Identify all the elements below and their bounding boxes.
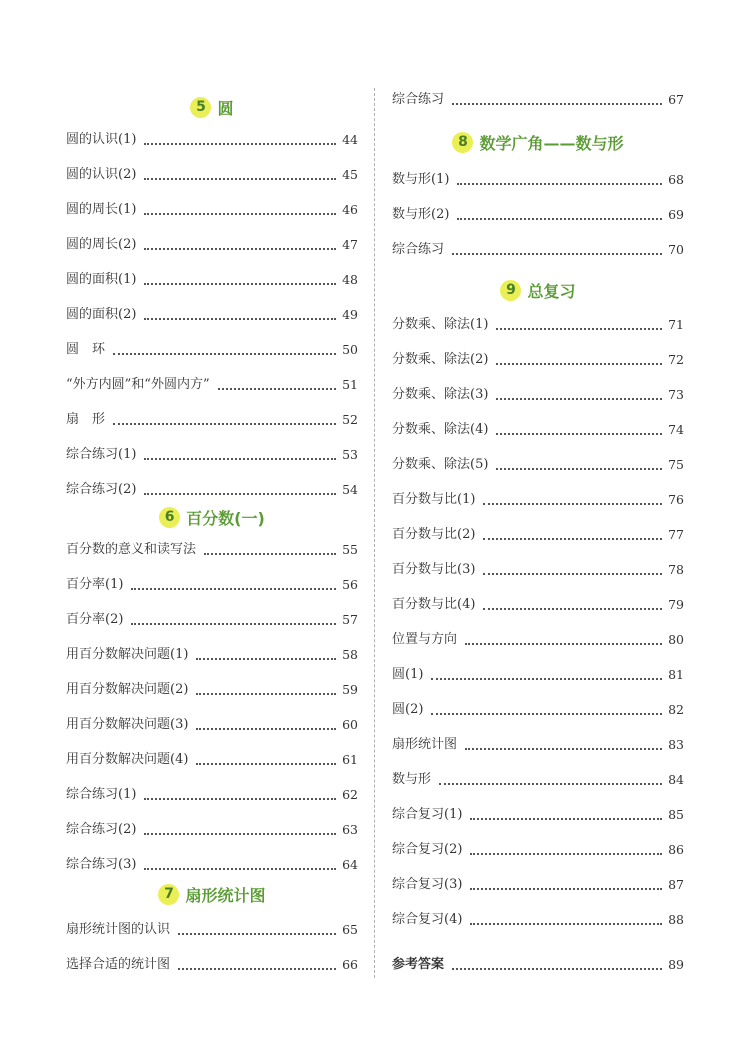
toc-entry-label: 百分数与比(1) [392,492,476,507]
toc-entry-label: 分数乘、除法(3) [392,387,489,402]
toc-page-number: 48 [342,272,358,287]
toc-entry-label: 百分数与比(4) [392,597,476,612]
dot-leader [144,283,336,285]
toc-page-number: 77 [668,527,684,542]
toc-page-number: 78 [668,562,684,577]
toc-entry-label: 百分数的意义和读写法 [66,542,197,557]
toc-entry-label: 圆(1) [392,667,424,682]
toc-entry[interactable] [392,805,684,825]
toc-page-number: 70 [668,242,684,257]
toc-entry-label: 综合练习(2) [66,822,137,837]
dot-leader [465,748,662,750]
dot-leader [483,538,662,540]
toc-entry[interactable] [392,910,684,930]
toc-page-number: 79 [668,597,684,612]
dot-leader [196,693,336,695]
toc-entry[interactable] [392,170,684,190]
toc-entry-label: 综合复习(1) [392,807,463,822]
toc-entry[interactable] [392,630,684,650]
toc-entry-label: “外方内圆”和“外圆内方” [66,377,210,392]
toc-entry[interactable] [66,480,358,500]
toc-entry-label: 分数乘、除法(5) [392,457,489,472]
dot-leader [470,818,662,820]
toc-entry-label: 百分数与比(3) [392,562,476,577]
toc-entry[interactable] [66,750,358,770]
toc-entry-label: 扇形统计图的认识 [66,922,171,937]
toc-entry[interactable] [66,575,358,595]
dot-leader [144,833,336,835]
toc-entry-label: 综合练习 [392,242,445,257]
toc-entry[interactable] [392,875,684,895]
dot-leader [218,388,337,390]
toc-entry-label: 数与形 [392,772,432,787]
toc-entry-label: 位置与方向 [392,632,458,647]
dot-leader [483,503,662,505]
toc-page-number: 55 [342,542,358,557]
toc-entry-label: 综合复习(2) [392,842,463,857]
toc-page-number: 57 [342,612,358,627]
toc-entry[interactable] [66,680,358,700]
dot-leader [483,573,662,575]
dot-leader [470,923,662,925]
toc-page-number: 56 [342,577,358,592]
toc-entry-label: 数与形(1) [392,172,450,187]
dot-leader [144,868,336,870]
toc-page-number: 44 [342,132,358,147]
toc-entry[interactable] [66,955,358,975]
toc-entry-label: 分数乘、除法(4) [392,422,489,437]
toc-page-number: 81 [668,667,684,682]
toc-entry[interactable] [66,270,358,290]
toc-entry[interactable] [66,645,358,665]
toc-page-number: 65 [342,922,358,937]
toc-entry-label: 综合复习(3) [392,877,463,892]
dot-leader [204,553,336,555]
dot-leader [144,178,336,180]
section-title: 总复习 [527,281,576,301]
toc-entry-label: 用百分数解决问题(1) [66,647,189,662]
section-number-badge: 7 [158,884,179,905]
toc-page-number: 63 [342,822,358,837]
toc-entry[interactable] [392,420,684,440]
section-title: 扇形统计图 [185,885,266,905]
dot-leader [452,103,662,105]
toc-entry-label: 百分率(1) [66,577,124,592]
toc-entry-label: 扇 形 [66,412,106,427]
dot-leader [131,588,336,590]
dot-leader [196,658,336,660]
section-heading [66,502,358,532]
toc-page-number: 53 [342,447,358,462]
toc-entry[interactable] [392,955,684,975]
dot-leader [496,468,662,470]
toc-entry[interactable] [66,920,358,940]
section-number-badge: 6 [159,507,180,528]
toc-entry-label: 用百分数解决问题(2) [66,682,189,697]
dot-leader [144,248,336,250]
toc-entry-label: 扇形统计图 [392,737,458,752]
toc-entry[interactable] [66,200,358,220]
toc-entry[interactable] [392,315,684,335]
section-heading [66,92,358,122]
toc-page-number: 54 [342,482,358,497]
dot-leader [178,968,336,970]
toc-entry-label: 用百分数解决问题(4) [66,752,189,767]
toc-entry-label: 百分数与比(2) [392,527,476,542]
toc-entry[interactable] [66,235,358,255]
dot-leader [144,798,336,800]
toc-page-number: 85 [668,807,684,822]
toc-entry[interactable] [66,785,358,805]
dot-leader [496,328,662,330]
dot-leader [496,433,662,435]
toc-entry[interactable] [392,90,684,110]
dot-leader [131,623,336,625]
toc-page-number: 76 [668,492,684,507]
dot-leader [431,678,662,680]
toc-page-number: 87 [668,877,684,892]
toc-entry-label: 参考答案 [392,957,445,972]
toc-entry-label: 分数乘、除法(1) [392,317,489,332]
dot-leader [439,783,662,785]
dot-leader [113,353,336,355]
toc-entry[interactable] [66,715,358,735]
toc-entry-label: 百分率(2) [66,612,124,627]
toc-entry-label: 数与形(2) [392,207,450,222]
toc-entry[interactable] [392,525,684,545]
toc-entry-label: 综合练习(1) [66,787,137,802]
toc-entry[interactable] [392,840,684,860]
toc-page-number: 64 [342,857,358,872]
section-title: 数学广角——数与形 [479,133,624,153]
toc-entry-label: 综合练习 [392,92,445,107]
toc-page-number: 58 [342,647,358,662]
toc-page-number: 75 [668,457,684,472]
dot-leader [457,218,662,220]
toc-page-number: 83 [668,737,684,752]
dot-leader [470,853,662,855]
toc-entry-label: 用百分数解决问题(3) [66,717,189,732]
toc-entry-label: 圆的认识(2) [66,167,137,182]
dot-leader [452,253,662,255]
toc-entry[interactable] [392,240,684,260]
dot-leader [457,183,662,185]
toc-page-number: 59 [342,682,358,697]
toc-entry-label: 圆的面积(1) [66,272,137,287]
dot-leader [113,423,336,425]
toc-entry-label: 综合练习(3) [66,857,137,872]
toc-page-number: 49 [342,307,358,322]
toc-entry-label: 分数乘、除法(2) [392,352,489,367]
toc-page-number: 72 [668,352,684,367]
toc-page-number: 47 [342,237,358,252]
dot-leader [496,398,662,400]
toc-entry-label: 综合练习(1) [66,447,137,462]
toc-page-number: 67 [668,92,684,107]
toc-page-number: 50 [342,342,358,357]
dot-leader [144,318,336,320]
toc-page-number: 62 [342,787,358,802]
toc-page-number: 82 [668,702,684,717]
section-number-badge: 9 [500,280,521,301]
toc-page-number: 74 [668,422,684,437]
dot-leader [144,458,336,460]
toc-page-number: 88 [668,912,684,927]
toc-entry-label: 圆的周长(2) [66,237,137,252]
toc-entry[interactable] [66,410,358,430]
toc-entry[interactable] [66,130,358,150]
toc-page-number: 61 [342,752,358,767]
dot-leader [144,143,336,145]
dot-leader [470,888,662,890]
dot-leader [452,968,662,970]
toc-page-number: 46 [342,202,358,217]
toc-page-number: 89 [668,957,684,972]
toc-entry-label: 圆 环 [66,342,106,357]
toc-entry-label: 圆(2) [392,702,424,717]
toc-entry[interactable] [66,445,358,465]
toc-entry[interactable] [66,340,358,360]
toc-entry-label: 选择合适的统计图 [66,957,171,972]
section-heading [66,879,358,909]
dot-leader [496,363,662,365]
section-heading [392,275,684,305]
toc-page-number: 51 [342,377,358,392]
toc-page-number: 60 [342,717,358,732]
toc-entry[interactable] [392,665,684,685]
toc-page-number: 52 [342,412,358,427]
dot-leader [465,643,662,645]
toc-entry[interactable] [392,385,684,405]
toc-page-number: 73 [668,387,684,402]
toc-entry[interactable] [66,165,358,185]
toc-entry[interactable] [66,610,358,630]
toc-entry-label: 综合练习(2) [66,482,137,497]
toc-entry[interactable] [392,770,684,790]
toc-entry[interactable] [66,855,358,875]
toc-page-number: 68 [668,172,684,187]
toc-page-number: 45 [342,167,358,182]
dot-leader [144,213,336,215]
toc-entry[interactable] [66,305,358,325]
section-number-badge: 5 [190,97,211,118]
toc-entry-label: 圆的认识(1) [66,132,137,147]
toc-entry[interactable] [66,540,358,560]
section-number-badge: 8 [452,132,473,153]
toc-page-number: 80 [668,632,684,647]
section-title: 百分数(一) [186,508,265,528]
toc-page-number: 69 [668,207,684,222]
toc-entry[interactable] [392,595,684,615]
toc-entry-label: 圆的周长(1) [66,202,137,217]
dot-leader [196,728,336,730]
section-heading [392,127,684,157]
dot-leader [144,493,336,495]
toc-page-number: 71 [668,317,684,332]
toc-page-number: 84 [668,772,684,787]
toc-entry[interactable] [392,735,684,755]
toc-entry[interactable] [392,205,684,225]
dot-leader [431,713,662,715]
toc-entry[interactable] [392,700,684,720]
toc-entry[interactable] [66,820,358,840]
dot-leader [483,608,662,610]
toc-entry[interactable] [392,350,684,370]
column-divider [374,88,375,978]
toc-entry-label: 综合复习(4) [392,912,463,927]
toc-page-number: 86 [668,842,684,857]
toc-entry[interactable] [392,490,684,510]
toc-entry[interactable] [392,560,684,580]
section-title: 圆 [217,98,234,118]
toc-entry[interactable] [66,375,358,395]
dot-leader [196,763,336,765]
toc-entry[interactable] [392,455,684,475]
toc-entry-label: 圆的面积(2) [66,307,137,322]
toc-page-number: 66 [342,957,358,972]
dot-leader [178,933,336,935]
